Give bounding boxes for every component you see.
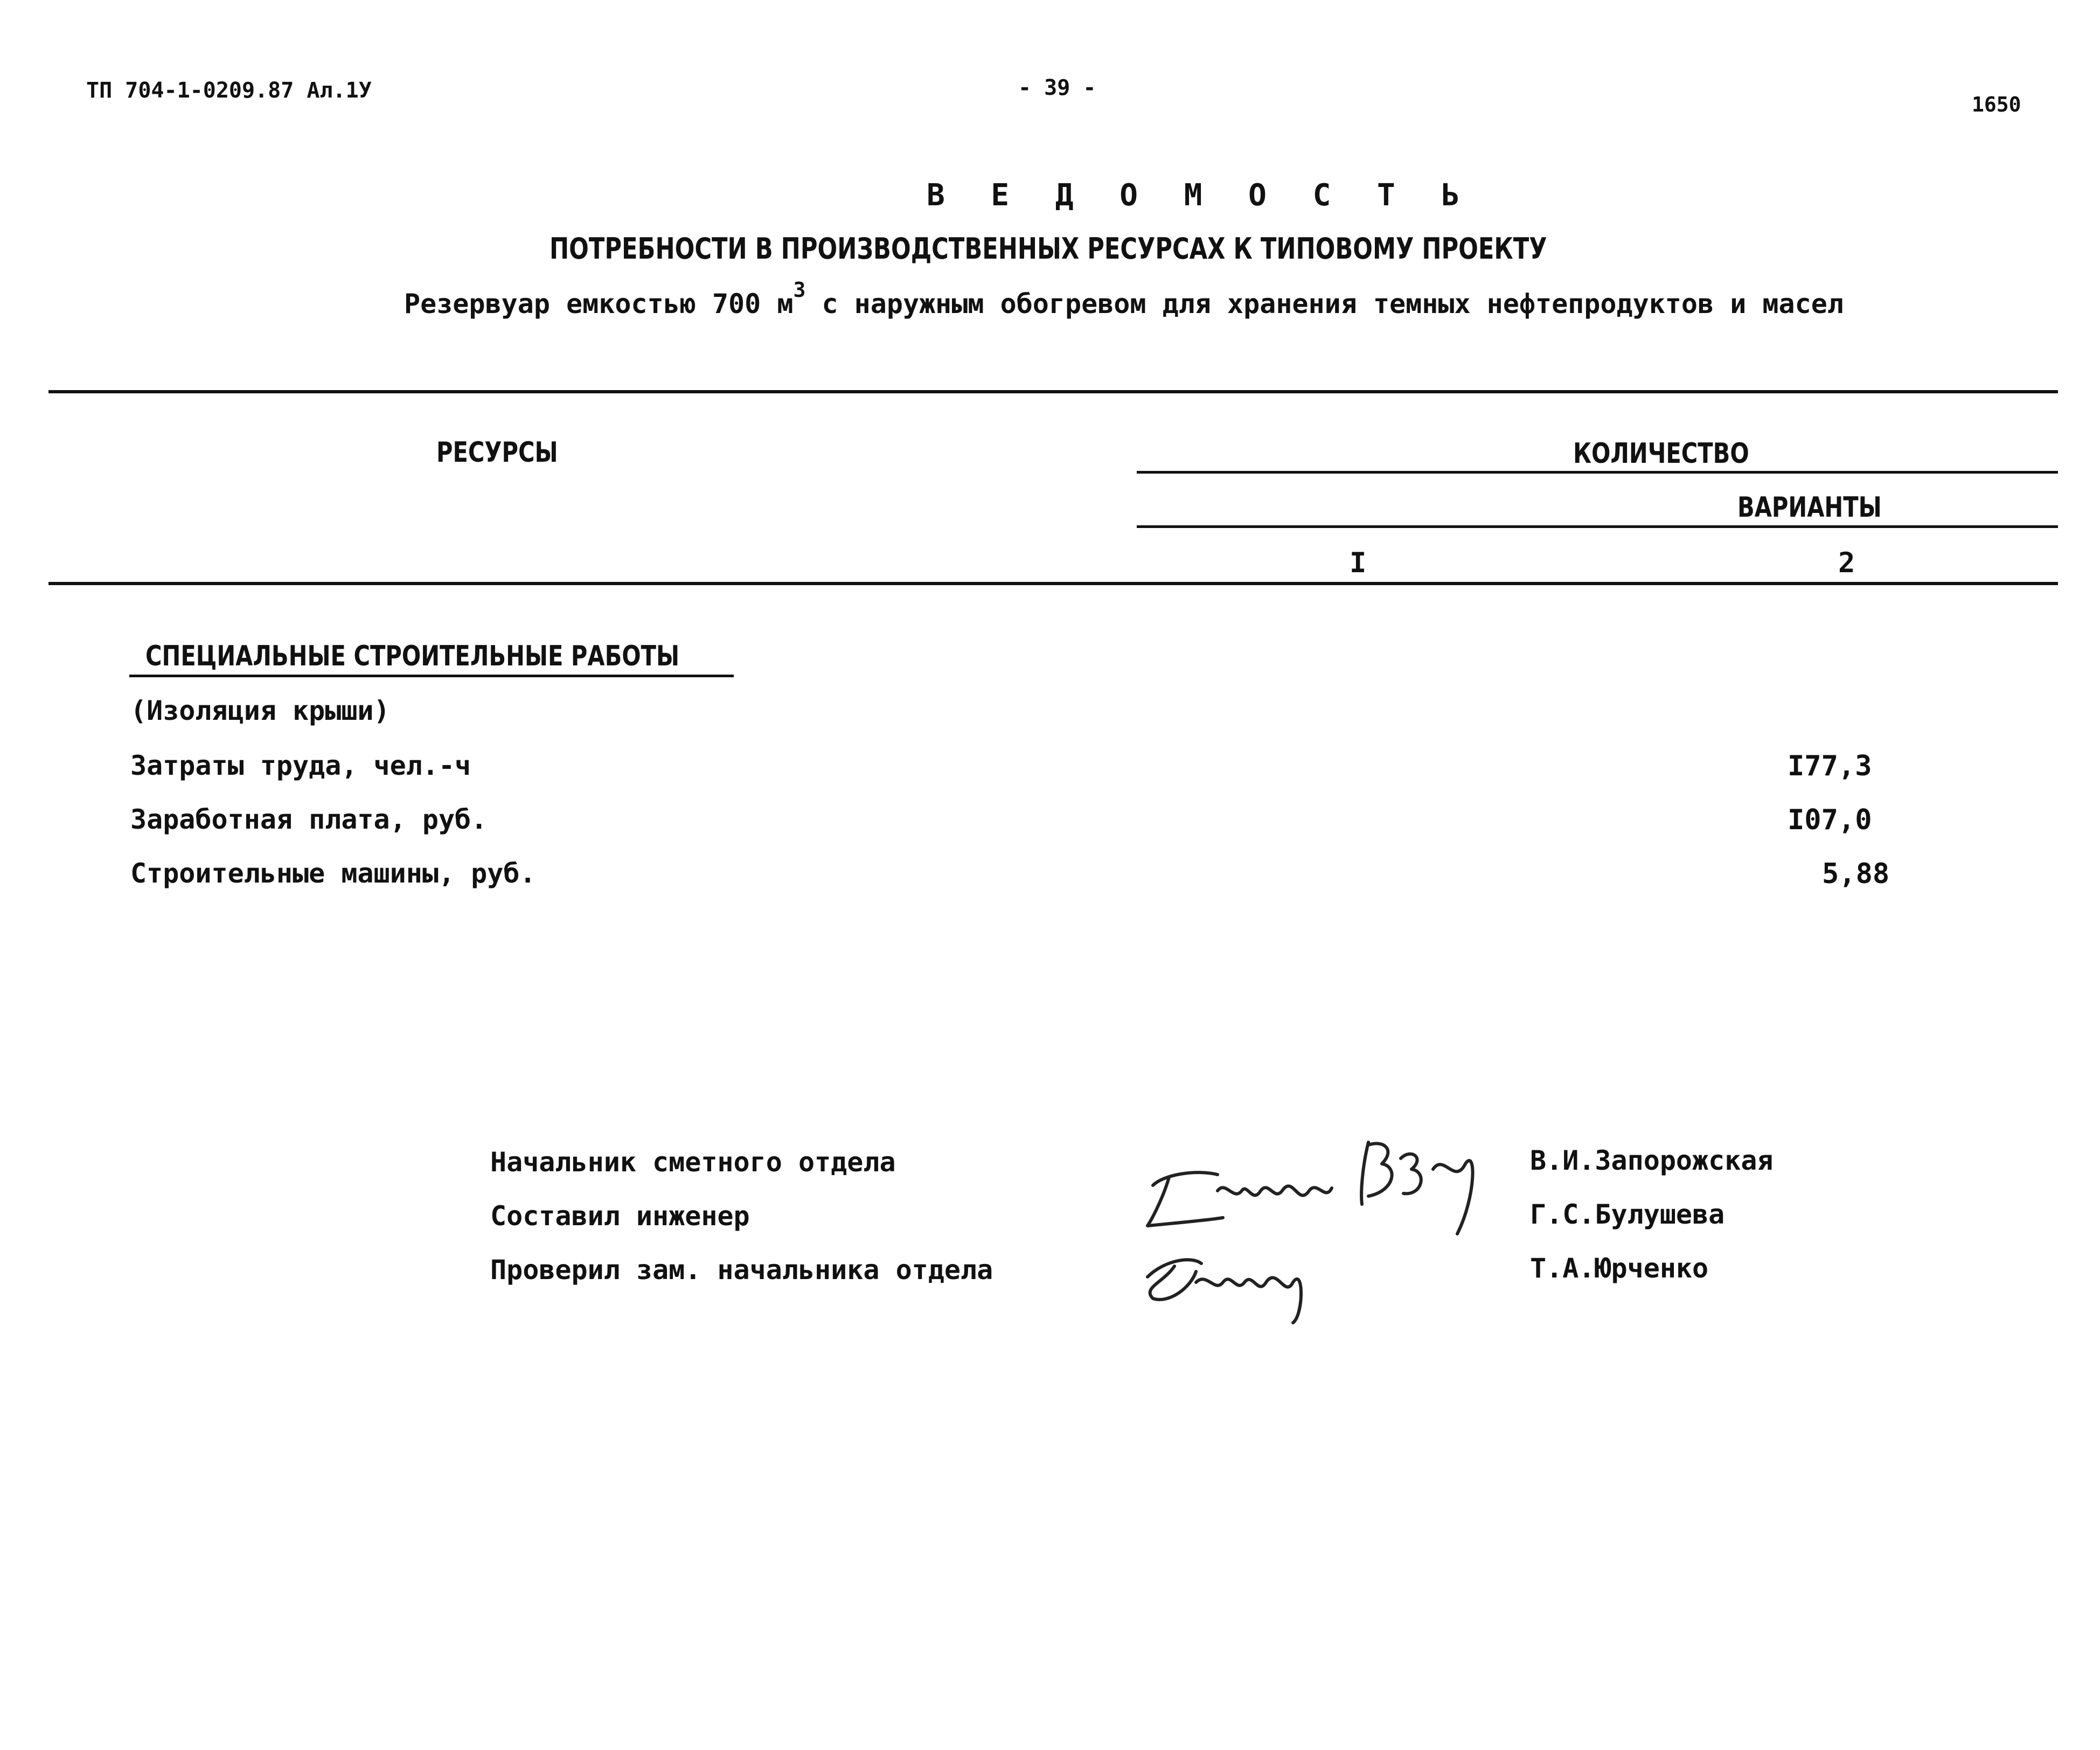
table-row-value: I07,0 (1788, 804, 1872, 836)
signature-name: Г.С.Булушева (1530, 1199, 1725, 1230)
table-row-label: Заработная плата, руб. (130, 804, 488, 835)
signature-name: В.И.Запорожская (1530, 1145, 1774, 1176)
signature-role: Составил инженер (490, 1200, 750, 1232)
column-header-resources: РЕСУРСЫ (436, 436, 558, 469)
column-header-quantity: КОЛИЧЕСТВО (1573, 438, 1749, 470)
variants-rule (1137, 525, 2058, 528)
signature-role: Начальник сметного отдела (490, 1147, 896, 1178)
document-title: В Е Д О М О С Т Ь (927, 178, 1474, 213)
signature-role: Проверил зам. начальника отдела (490, 1254, 993, 1286)
variant-1-header: I (1350, 547, 1367, 579)
section-title: СПЕЦИАЛЬНЫЕ СТРОИТЕЛЬНЫЕ РАБОТЫ (145, 640, 680, 672)
doc-code: ТП 704-1-0209.87 Ал.1У (86, 78, 372, 103)
table-row-label: Строительные машины, руб. (130, 858, 536, 889)
handwritten-signatures-icon (1131, 1110, 1508, 1325)
table-row-label: Затраты труда, чел.-ч (130, 750, 471, 781)
document-subtitle: ПОТРЕБНОСТИ В ПРОИЗВОДСТВЕННЫХ РЕСУРСАХ К ТИПОВОМУ ПРОЕКТУ (550, 232, 1547, 266)
table-row-value: I77,3 (1788, 750, 1872, 782)
section-note: (Изоляция крыши) (130, 695, 390, 726)
object-description-superscript: 3 (793, 278, 806, 302)
object-description (404, 278, 1844, 320)
sheet-number: 1650 (1972, 93, 2021, 116)
column-header-variants: ВАРИАНТЫ (1737, 491, 1882, 524)
page-number: - 39 - (1018, 75, 1096, 100)
variant-2-header: 2 (1838, 547, 1855, 579)
quantity-rule (1137, 471, 2058, 474)
object-description-suffix: с наружным обогревом для хранения темных нефтепродуктов и масел (805, 288, 1844, 320)
object-description-prefix: Резервуар емкостью 700 м (404, 288, 794, 320)
table-row-value: 5,88 (1822, 858, 1890, 890)
table-top-rule (48, 390, 2058, 393)
signature-name: Т.А.Юрченко (1530, 1253, 1709, 1284)
section-title-underline (129, 675, 734, 677)
table-header-bottom-rule (48, 582, 2058, 585)
